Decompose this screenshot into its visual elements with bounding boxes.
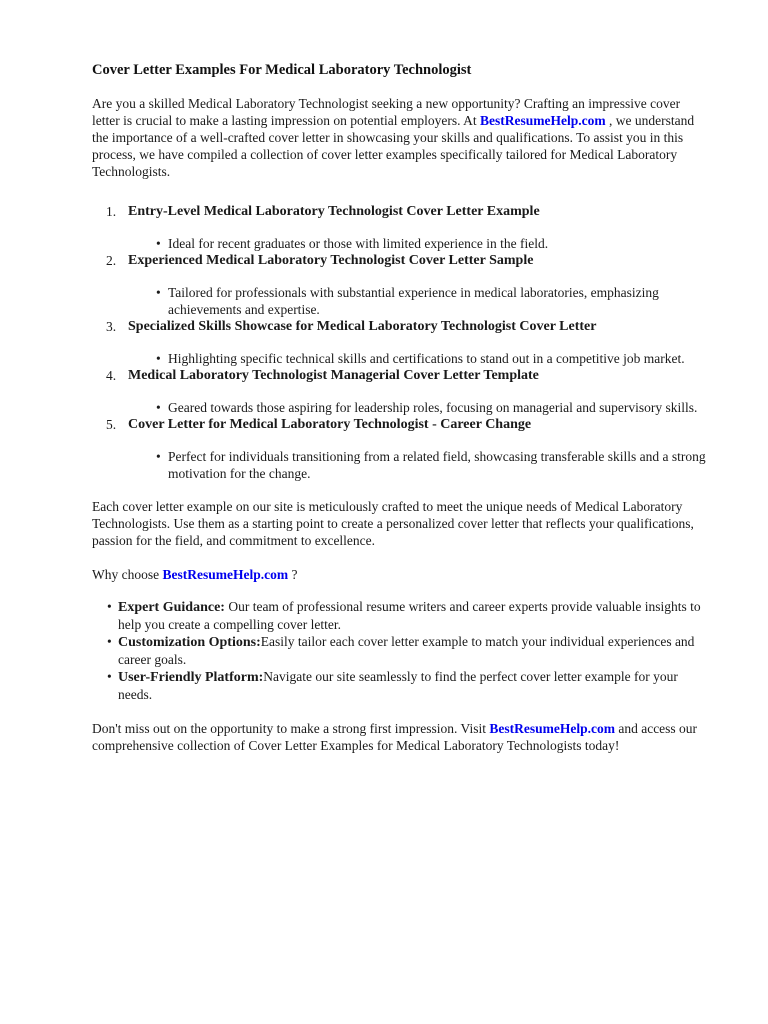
list-item-heading-row xyxy=(92,416,710,433)
list-item-number: 1. xyxy=(106,204,117,219)
list-item-heading-row xyxy=(92,367,710,384)
list-item-heading-row xyxy=(92,203,710,220)
list-item-number: 2. xyxy=(106,253,117,268)
benefit-label: User-Friendly Platform: xyxy=(118,670,264,685)
list-item-entry-level xyxy=(92,203,710,252)
list-item-number: 3. xyxy=(106,319,117,334)
list-item-heading: Medical Laboratory Technologist Managerial Cover Letter Template xyxy=(128,368,539,383)
bestresumehelp-link-intro[interactable]: BestResumeHelp.com xyxy=(480,113,606,128)
list-item-description: • Tailored for professionals with substantial experience in medical laboratories, emphasizing achievements and expertise. xyxy=(92,284,710,318)
bestresumehelp-link-closing[interactable]: BestResumeHelp.com xyxy=(489,721,615,736)
list-item-heading: Experienced Medical Laboratory Technologist Cover Letter Sample xyxy=(128,253,534,268)
benefits-list xyxy=(92,598,710,703)
benefit-label: Expert Guidance: xyxy=(118,600,225,615)
list-item-heading-row xyxy=(92,318,710,335)
list-item-specialized-skills xyxy=(92,318,710,367)
benefit-text: Our team of professional resume writers and career experts provide valuable insights to help you create a compelling cover letter. xyxy=(118,599,701,632)
list-item-heading-row xyxy=(92,252,710,269)
intro-text-post: , we understand the importance of a well-crafted cover letter in showcasing your skills and qualifications. To assist you in this process, we have compiled a collection of cover letter examples specifically tailored for Medical Laboratory Technologists. xyxy=(92,113,695,179)
benefit-customization-options xyxy=(92,633,710,668)
list-item-heading: Specialized Skills Showcase for Medical Laboratory Technologist Cover Letter xyxy=(128,319,597,334)
list-item-heading: Cover Letter for Medical Laboratory Technologist - Career Change xyxy=(128,417,532,432)
list-item-number: 4. xyxy=(106,368,117,383)
why-choose-text-pre: Why choose xyxy=(92,567,163,582)
benefit-label: Customization Options: xyxy=(118,635,261,650)
benefit-text: Easily tailor each cover letter example to match your individual experiences and career goals. xyxy=(118,634,695,667)
list-item-description: • Perfect for individuals transitioning from a related field, showcasing transferable skills and a strong motivation for the change. xyxy=(92,448,710,482)
benefit-user-friendly-platform xyxy=(92,668,710,703)
why-choose-text-post: ? xyxy=(288,567,298,582)
closing-text-post: and access our comprehensive collection of Cover Letter Examples for Medical Laboratory Technologists today! xyxy=(92,721,698,753)
page-title: Cover Letter Examples For Medical Laboratory Technologist xyxy=(92,62,472,78)
middle-paragraph: Each cover letter example on our site is meticulously crafted to meet the unique needs of Medical Laboratory Technologists. Use them as a starting point to create a personalized cover letter that reflects your qualifications, passion for the field, and commitment to excellence. xyxy=(92,499,694,548)
cover-letter-examples-list xyxy=(92,203,710,482)
list-item-description: • Highlighting specific technical skills and certifications to stand out in a competitive job market. xyxy=(92,350,710,367)
list-item-heading: Entry-Level Medical Laboratory Technologist Cover Letter Example xyxy=(128,204,540,219)
list-item-experienced xyxy=(92,252,710,318)
closing-text-pre: Don't miss out on the opportunity to make a strong first impression. Visit xyxy=(92,721,490,736)
list-item-career-change xyxy=(92,416,710,482)
benefit-expert-guidance xyxy=(92,598,710,633)
list-item-number: 5. xyxy=(106,417,117,432)
list-item-managerial xyxy=(92,367,710,416)
benefit-text: Navigate our site seamlessly to find the perfect cover letter example for your needs. xyxy=(118,669,678,702)
closing-paragraph xyxy=(92,720,710,754)
list-item-description: • Geared towards those aspiring for leadership roles, focusing on managerial and supervisory skills. xyxy=(92,399,710,416)
why-choose-line xyxy=(92,566,710,583)
intro-text-pre: Are you a skilled Medical Laboratory Technologist seeking a new opportunity? Crafting an impressive cover letter is crucial to make a lasting impression on potential employers. At xyxy=(92,96,681,128)
bestresumehelp-link-why[interactable]: BestResumeHelp.com xyxy=(162,567,289,582)
intro-paragraph xyxy=(92,95,710,180)
list-item-description: • Ideal for recent graduates or those with limited experience in the field. xyxy=(92,235,710,252)
